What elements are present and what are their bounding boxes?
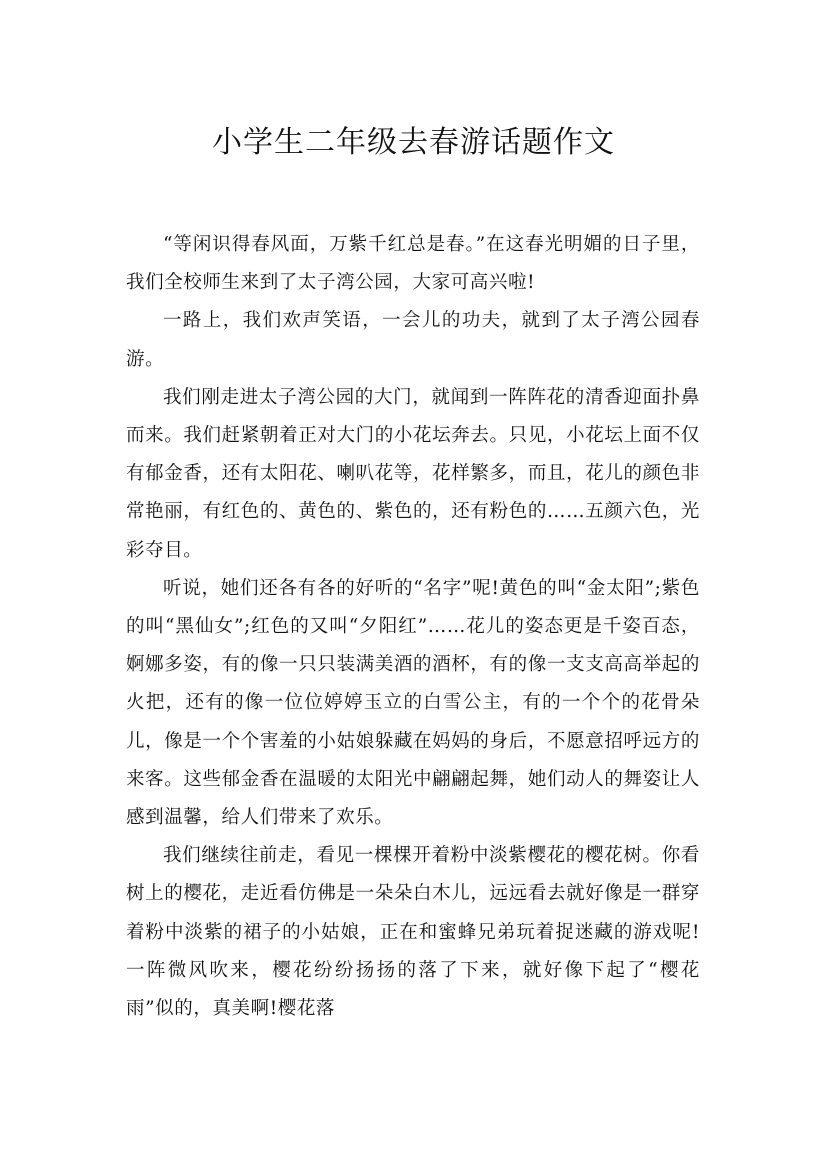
document-title: 小学生二年级去春游话题作文 [212, 125, 615, 161]
essay-body [126, 226, 700, 1028]
paragraph-4: 听说，她们还各有各的好听的“名字”呢!黄色的叫“金太阳”;紫色的叫“黑仙女”;红色的又叫“夕阳红”……花儿的姿态更是千姿百态，婀娜多姿，有的像一只只装满美酒的酒杯，有的像一支支高高举起的火把，还有的像一位位婷婷玉立的白雪公主，有的一个个的花骨朵儿，像是一个个害羞的小姑娘躲藏在妈妈的身后，不愿意招呼远方的来客。这些郁金香在温暖的太阳光中翩翩起舞，她们动人的舞姿让人感到温馨，给人们带来了欢乐。 [126, 577, 700, 829]
paragraph-5: 我们继续往前走，看见一棵棵开着粉中淡紫樱花的樱花树。你看树上的樱花，走近看仿佛是一朵朵白木儿，远远看去就好像是一群穿着粉中淡紫的裙子的小姑娘，正在和蜜蜂兄弟玩着捉迷藏的游戏呢!一阵微风吹来，樱花纷纷扬扬的落了下来，就好像下起了“樱花雨”似的，真美啊!樱花落 [126, 845, 700, 1020]
paragraph-1: “等闲识得春风面，万紫千红总是春。”在这春光明媚的日子里，我们全校师生来到了太子湾公园，大家可高兴啦! [126, 234, 700, 294]
paragraph-2: 一路上，我们欢声笑语，一会儿的功夫，就到了太子湾公园春游。 [126, 310, 700, 370]
paragraph-3: 我们刚走进太子湾公园的大门，就闻到一阵阵花的清香迎面扑鼻而来。我们赶紧朝着正对大门的小花坛奔去。只见，小花坛上面不仅有郁金香，还有太阳花、喇叭花等，花样繁多，而且，花儿的颜色非常艳丽，有红色的、黄色的、紫色的，还有粉色的……五颜六色，光彩夺目。 [126, 386, 700, 561]
